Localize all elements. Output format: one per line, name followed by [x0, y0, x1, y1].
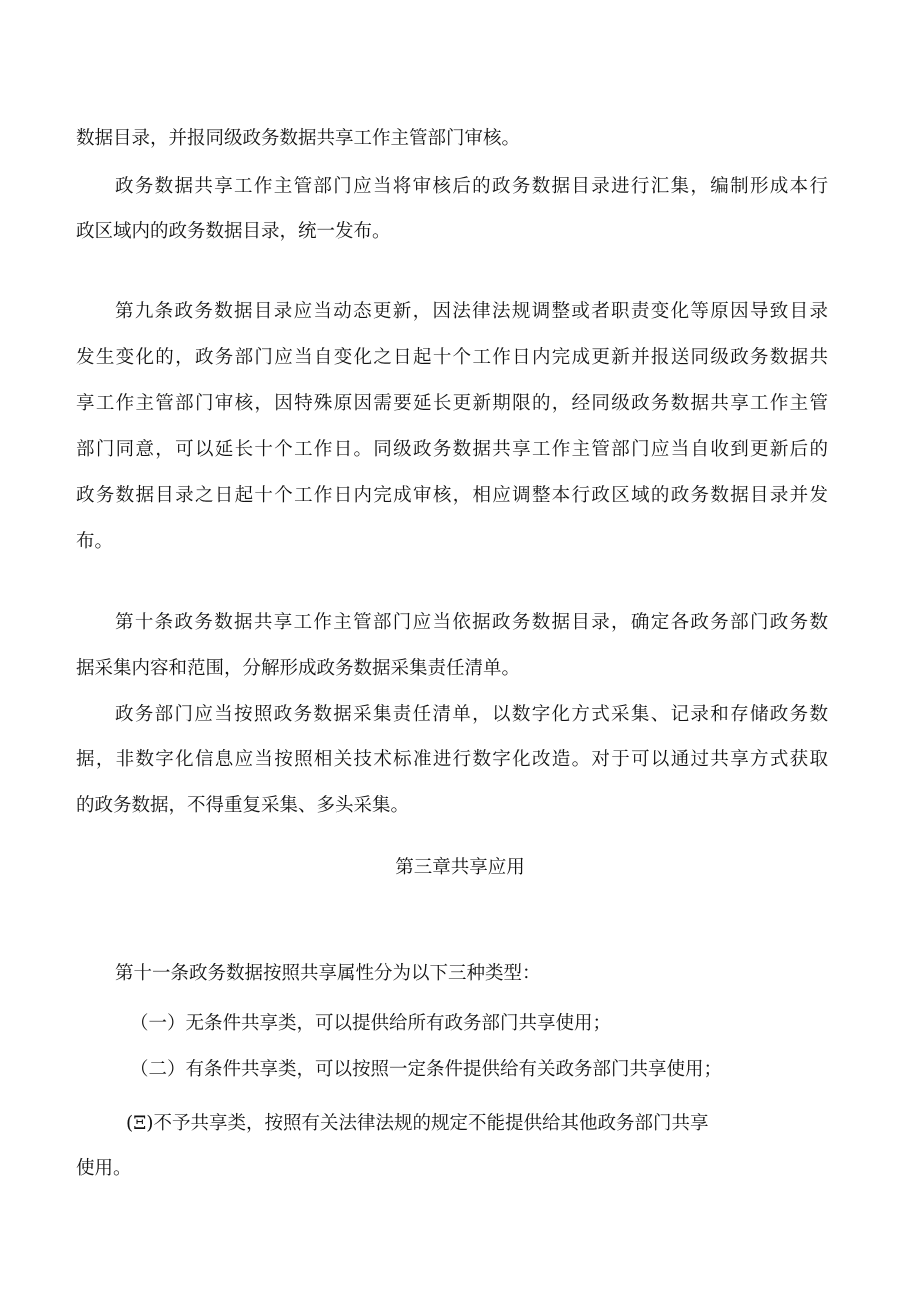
list-item: （二）有条件共享类，可以按照一定条件提供给有关政务部门共享使用； — [130, 1059, 723, 1080]
article-9-line: 第九条政务数据目录应当动态更新，因法律法规调整或者职责变化等原因导致目录 — [115, 301, 828, 322]
paragraph-line: 政务部门应当按照政务数据采集责任清单，以数字化方式采集、记录和存储政务数 — [115, 704, 828, 725]
article-10-line: 据采集内容和范围，分解形成政务数据采集责任清单。 — [76, 658, 521, 679]
paragraph-line: 数据目录，并报同级政务数据共享工作主管部门审核。 — [76, 128, 521, 149]
list-item: （一）无条件共享类，可以提供给所有政务部门共享使用； — [130, 1013, 612, 1034]
paragraph-line: 据，非数字化信息应当按照相关技术标准进行数字化改造。对于可以通过共享方式获取 — [76, 749, 828, 770]
article-10-line: 第十条政务数据共享工作主管部门应当依据政务数据目录，确定各政务部门政务数 — [115, 612, 828, 633]
chapter-heading: 第三章共享应用 — [395, 857, 525, 878]
article-11-line: 第十一条政务数据按照共享属性分为以下三种类型： — [115, 963, 541, 984]
list-item: (Ξ)不予共享类，按照有关法律法规的规定不能提供给其他政务部门共享 — [126, 1113, 709, 1134]
paragraph-line: 政务数据共享工作主管部门应当将审核后的政务数据目录进行汇集，编制形成本行 — [115, 176, 828, 197]
article-9-line: 发生变化的，政务部门应当自变化之日起十个工作日内完成更新并报送同级政务数据共 — [76, 347, 828, 368]
list-item: 使用。 — [76, 1158, 132, 1179]
article-9-line: 政务数据目录之日起十个工作日内完成审核，相应调整本行政区域的政务数据目录并发 — [76, 485, 828, 506]
article-9-line: 享工作主管部门审核，因特殊原因需要延长更新期限的，经同级政务数据共享工作主管 — [76, 393, 828, 414]
article-9-line: 布。 — [76, 531, 114, 552]
paragraph-line: 的政务数据，不得重复采集、多头采集。 — [76, 795, 410, 816]
paragraph-line: 政区域内的政务数据目录，统一发布。 — [76, 221, 391, 242]
article-9-line: 部门同意，可以延长十个工作日。同级政务数据共享工作主管部门应当自收到更新后的 — [76, 439, 828, 460]
